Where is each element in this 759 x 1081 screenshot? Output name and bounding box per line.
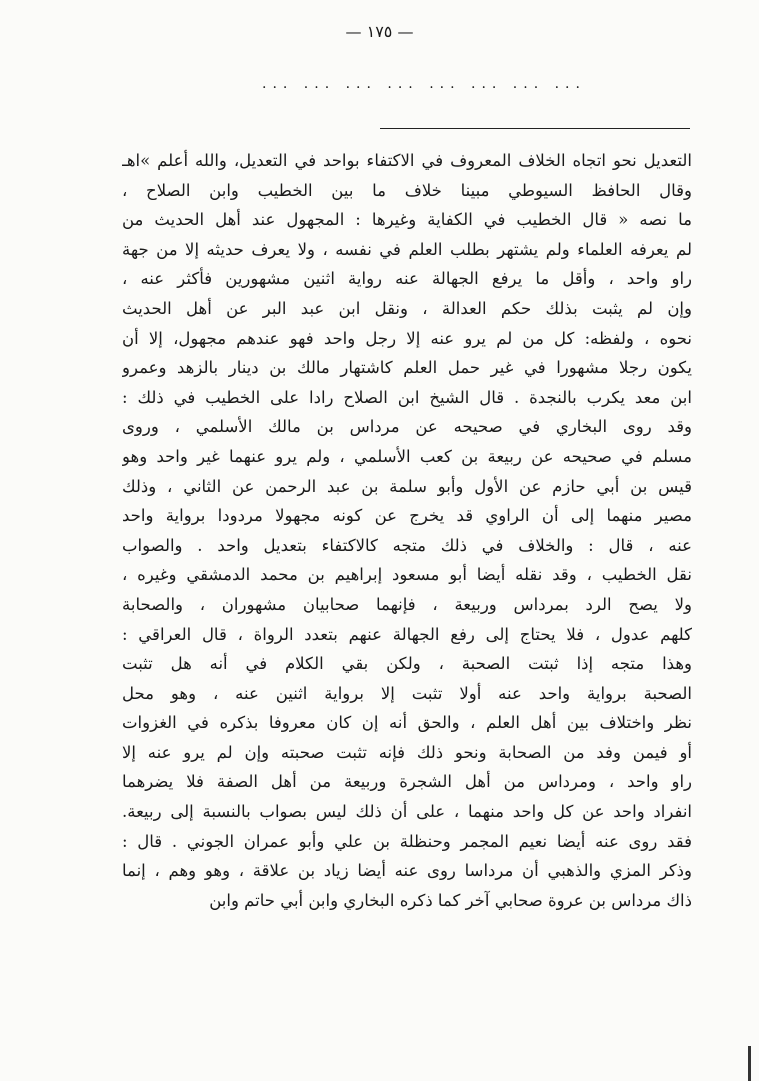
text-line: وقد روى البخاري في صحيحه عن مرداس بن مالك الأسلمي ، وروى <box>122 417 692 437</box>
text-line: ابن معد يكرب بالنجدة . قال الشيخ ابن الصلاح رادا على الخطيب في ذلك : <box>122 387 692 407</box>
body-text <box>122 146 692 915</box>
text-line: وقال الحافظ السيوطي مبينا خلاف ما بين الخطيب وابن الصلاح ، <box>122 180 692 200</box>
page-number: — ١٧٥ — <box>345 22 414 41</box>
text-line: أو فيمن وفد من الصحابة ونحو ذلك فإنه تثبت صحبته وإن لم يرو عنه إلا <box>122 742 692 762</box>
text-line: راو واحد ، ومرداس من أهل الشجرة وربيعة من أهل الصفة فلا يضرهما <box>122 772 692 792</box>
text-line: مصير منهما إلى أن الراوي قد يخرج عن كونه مجهولا مردودا برواية واحد <box>122 506 692 526</box>
text-line: مسلم في صحيحه عن ربيعة بن كعب الأسلمي ، ولم يرو عنهما غير واحد وهو <box>122 446 692 466</box>
text-line: وإن لم يثبت بذلك حكم العدالة ، ونقل ابن عبد البر عن أهل الحديث <box>122 298 692 318</box>
text-line: راو واحد ، وأقل ما يرفع الجهالة عنه رواية اثنين مشهورين فأكثر عنه ، <box>122 269 692 289</box>
header-rule <box>380 128 690 129</box>
text-line: كلهم عدول ، فلا يحتاج إلى رفع الجهالة عنهم بتعدد الرواة ، قال العراقي : <box>122 624 692 644</box>
text-line: عنه ، قال : والخلاف في ذلك متجه كالاكتفاء بتعديل واحد . والصواب <box>122 535 692 555</box>
text-line: قيس بن أبي حازم عن الأول وأبو سلمة بن عبد الرحمن عن الثاني ، وذلك <box>122 476 692 496</box>
text-line: ذاك مرداس بن عروة صحابي آخر كما ذكره البخاري وابن أبي حاتم وابن <box>209 890 692 910</box>
text-line: وهذا متجه إذا ثبتت الصحبة ، ولكن بقي الكلام في أنه هل تثبت <box>122 654 692 674</box>
ornamental-dots: ... ... ... ... ... ... ... ... <box>262 76 586 92</box>
text-line: ولا يصح الرد بمرداس وربيعة ، فإنهما صحابيان مشهوران ، والصحابة <box>122 594 692 614</box>
text-line: لم يعرفه العلماء ولم يشتهر بطلب العلم في نفسه ، ولا يعرف حديثه إلا من جهة <box>122 239 692 259</box>
text-line: انفراد واحد عن كل واحد منهما ، على أن ذلك ليس بصواب بالنسبة إلى ربيعة. <box>122 802 692 822</box>
text-line: نحوه ، ولفظه: كل من لم يرو عنه إلا رجل واحد فهو عندهم مجهول، إلا أن <box>122 328 692 348</box>
text-line: التعديل نحو اتجاه الخلاف المعروف في الاكتفاء بواحد في التعديل، والله أعلم »اهـ <box>122 151 692 170</box>
text-line: نقل الخطيب ، وقد نقله أيضا أبو مسعود إبراهيم بن محمد الدمشقي وغيره ، <box>122 565 692 585</box>
text-line: ما نصه « قال الخطيب في الكفاية وغيرها : المجهول عند أهل الحديث من <box>122 210 692 230</box>
text-line: الصحبة برواية واحد عنه أولا تثبت إلا برواية اثنين عنه ، وهو محل <box>122 683 692 703</box>
text-line: يكون رجلا مشهورا في غير حمل العلم كاشتهار مالك بن دينار بالزهد وعمرو <box>122 358 692 378</box>
binding-edge <box>748 1046 751 1081</box>
text-line: فقد روى عنه أيضا نعيم المجمر وحنظلة بن علي وأبو عمران الجوني . قال : <box>122 831 692 851</box>
text-line: نظر واختلاف بين أهل العلم ، والحق أنه إن كان معروفا بذكره في الغزوات <box>122 713 692 733</box>
text-line: وذكر المزي والذهبي أن مرداسا روى عنه أيضا زياد بن علاقة ، وهو وهم ، إنما <box>122 861 692 881</box>
